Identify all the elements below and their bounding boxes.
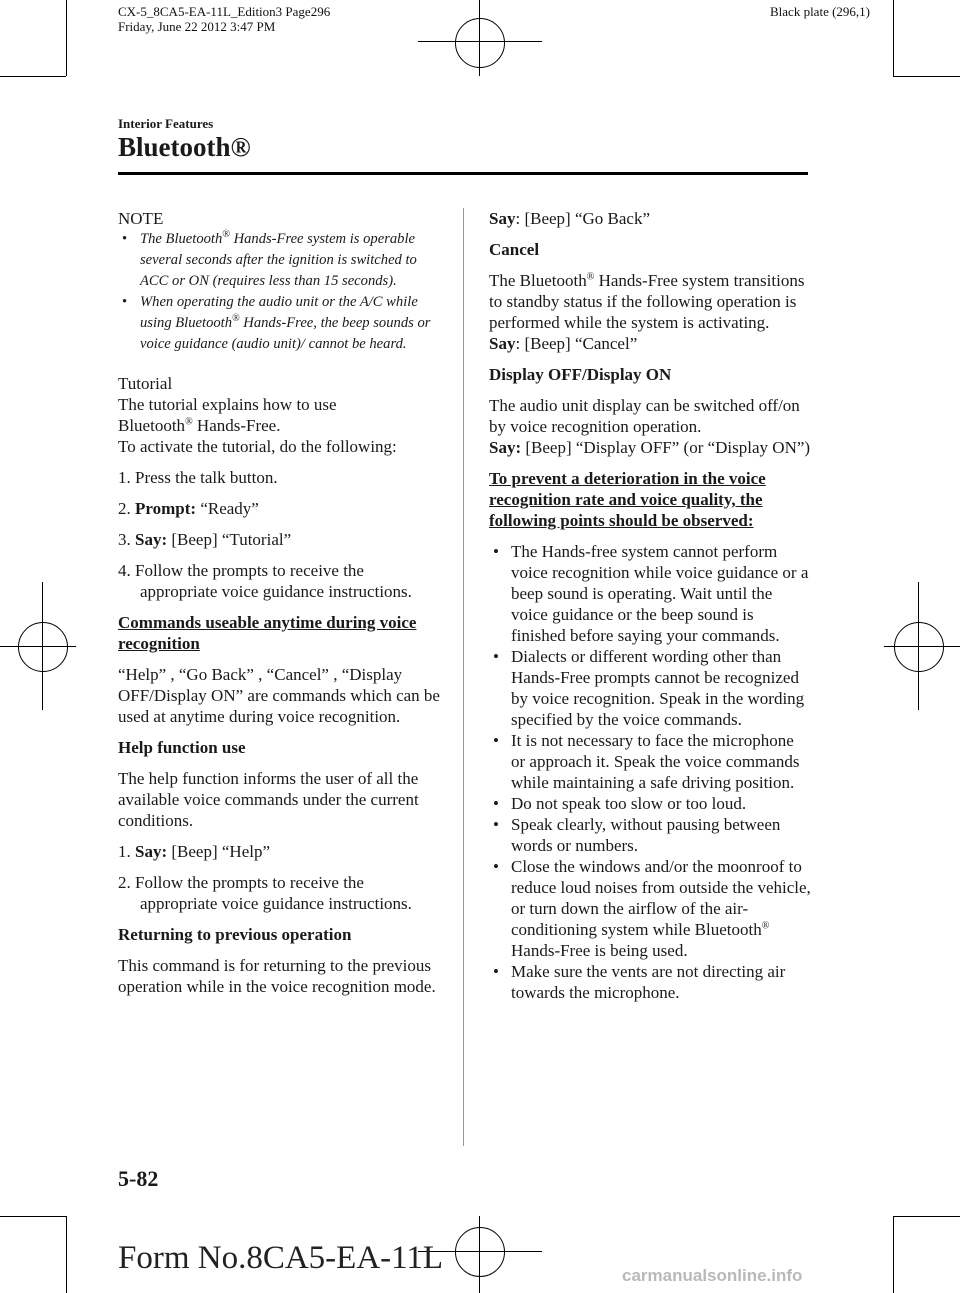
text: Hands-Free. [196,416,281,435]
tip-item [489,856,811,961]
registered-mark: ® [232,313,240,325]
crop-mark [0,76,66,77]
right-column [489,208,811,1003]
display-heading: Display OFF/Display ON [489,365,672,384]
tutorial-text: To activate the tutorial, do the following: [118,437,397,456]
tip-item: • Dialects or different wording other than Hands-Free prompts cannot be recognized by voice recognition. Speak in the wording specified by the voice commands. [489,646,811,730]
note-heading: NOTE [118,209,164,228]
registered-mark: ® [185,416,193,428]
step-1: 1. Press the talk button. [118,468,278,487]
registration-line [42,582,43,710]
text: The Bluetooth [489,271,587,290]
cancel-heading: Cancel [489,240,540,259]
crop-mark [893,0,894,76]
note-item [118,229,440,292]
tip-item: • Do not speak too slow or too loud. [489,793,811,814]
registration-mark-left [18,622,68,672]
watermark: carmanualsonline.info [622,1266,803,1285]
step-label: Say: [135,530,168,549]
note-list [118,229,440,355]
say-go-back [489,208,811,229]
step-text: [Beep] “Tutorial” [171,530,292,549]
step-3 [118,529,440,550]
text: Close the windows and/or the moonroof to reduce loud noises from outside the vehicle, or turn down the airflow of the air-conditioning system while Bluetooth [511,857,811,939]
crop-mark [66,0,67,76]
help-step-2: 2. Follow the prompts to receive the appropriate voice guidance instructions. [118,873,412,913]
help-heading: Help function use [118,738,246,757]
tip-item: • Speak clearly, without pausing between words or numbers. [489,814,811,856]
say-display [489,437,811,458]
step-4: 4. Follow the prompts to receive the appropriate voice guidance instructions. [118,561,412,601]
form-number: Form No.8CA5-EA-11L [118,1240,444,1276]
crop-mark [0,1216,66,1217]
registered-mark: ® [586,271,595,283]
registration-line [884,646,960,647]
note-text: When operating the audio unit or the A/C while using Bluetooth [140,294,418,331]
crop-mark [893,1216,894,1293]
note-text: Hands-Free, the beep sounds or voice guidance (audio unit)/ cannot be heard. [140,315,431,352]
prevent-heading: To prevent a deterioration in the voice recognition rate and voice quality, the following points should be observed: [489,469,766,530]
registration-line [418,41,542,42]
step-number: 1. [118,842,131,861]
column-divider [463,208,464,1146]
step-text: [Beep] “Help” [171,842,271,861]
text: Bluetooth [118,416,186,435]
commands-heading: Commands useable anytime during voice recognition [118,613,417,653]
tutorial-heading: Tutorial [118,374,173,393]
tutorial-text [118,415,440,436]
section-label: Interior Features [118,116,214,131]
crop-mark [66,1216,67,1293]
tips-list [489,541,811,1003]
text: Hands-Free system transitions to standby status if the following operation is performed while the system is activating. [489,271,805,332]
slug-line-2: Friday, June 22 2012 3:47 PM [118,19,276,34]
say-text: : [Beep] “Cancel” [515,334,638,353]
plate-label: Black plate (296,1) [770,4,870,19]
tip-item: • Make sure the vents are not directing air towards the microphone. [489,961,811,1003]
registration-mark-top [455,18,505,68]
page-title: Bluetooth® [118,132,251,162]
crop-mark [893,1216,960,1217]
step-number: 2. [118,499,131,518]
note-text: Hands-Free system is operable several seconds after the ignition is switched to ACC or ON (requires less than 15 seconds). [140,231,417,289]
step-label: Prompt: [135,499,197,518]
say-cancel [489,333,811,354]
note-item [118,292,440,355]
print-slug [118,4,330,34]
page-number: 5-82 [118,1166,159,1191]
returning-text: This command is for returning to the previous operation while in the voice recognition mode. [118,956,436,996]
registration-line [479,1216,480,1293]
commands-text: “Help” , “Go Back” , “Cancel” , “Display OFF/Display ON” are commands which can be used at anytime during voice recognition. [118,665,440,726]
help-text: The help function informs the user of all the available voice commands under the current conditions. [118,769,419,830]
say-label: Say [489,334,516,353]
registration-line [918,582,919,710]
step-text: “Ready” [200,499,259,518]
registration-line [479,0,480,76]
crop-mark [893,76,960,77]
say-text: [Beep] “Display OFF” (or “Display ON”) [525,438,811,457]
cancel-text [489,270,811,333]
registered-mark: ® [761,920,770,932]
note-text: The Bluetooth [140,231,223,247]
tip-item: • It is not necessary to face the microphone or approach it. Speak the voice commands while maintaining a safe driving position. [489,730,811,793]
display-text: The audio unit display can be switched off/on by voice recognition operation. [489,396,800,436]
step-2 [118,498,440,519]
help-step-1 [118,841,440,862]
title-rule [118,172,808,175]
left-column [118,208,440,997]
tutorial-text: The tutorial explains how to use [118,395,337,414]
registration-mark-right [894,622,944,672]
registration-line [0,646,76,647]
step-label: Say: [135,842,168,861]
step-number: 3. [118,530,131,549]
say-label: Say [489,209,516,228]
returning-heading: Returning to previous operation [118,925,352,944]
text: Hands-Free is being used. [511,941,688,960]
registered-mark: ® [222,229,230,241]
tip-item: • The Hands-free system cannot perform voice recognition while voice guidance or a beep sound is operating. Wait until the voice guidance or the beep sound is finished before saying your commands. [489,541,811,646]
slug-line-1: CX-5_8CA5-EA-11L_Edition3 Page296 [118,4,331,19]
say-text: : [Beep] “Go Back” [515,209,650,228]
registration-mark-bottom [455,1227,505,1277]
say-label: Say: [489,438,522,457]
